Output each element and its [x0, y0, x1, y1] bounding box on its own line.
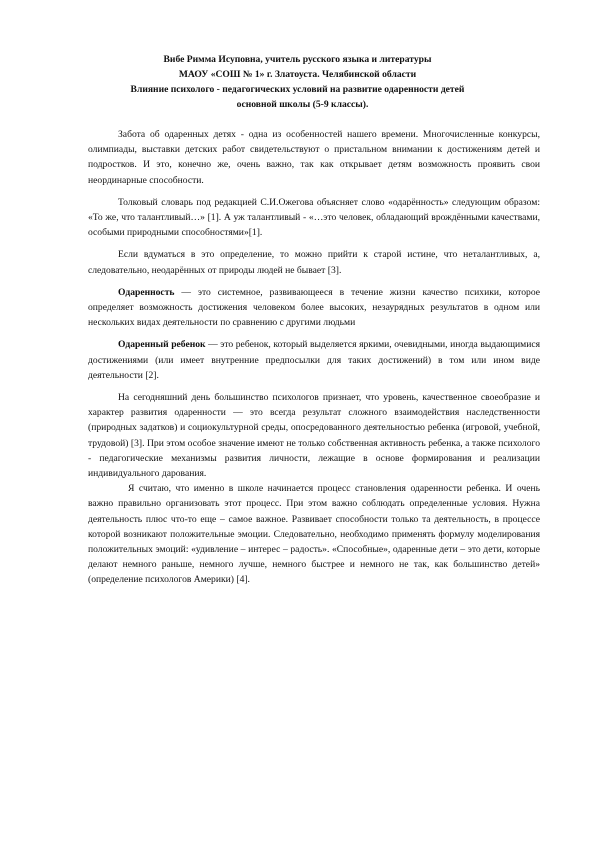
- paragraph-3: Если вдуматься в это определение, то можно прийти к старой истине, что неталантливых, а, следовательно, неодарённых от природы людей не бывает [3].: [88, 249, 540, 276]
- paragraph-6: На сегодняшний день большинство психологов признает, что уровень, качественное своеобразие и характер развития одаренности — это всегда результат сложного взаимодействия наследственности (природных задатков) и социокультурной среды, опосредованного деятельностью ребенка (игровой, учебной, трудовой) [3]. При этом особое значение имеют не только собственная активность ребенка, а также психолого - педагогические механизмы развития личности, лежащие в основе формирования и реализации индивидуального дарования.: [88, 392, 540, 480]
- paragraph-7: Я считаю, что именно в школе начинается процесс становления одаренности ребенка. И очень важно правильно организовать этот процесс. При этом важно соблюдать определенные условия. Нужна деятельность плюс что-то еще – самое важное. Развивает способности только та деятельность, в процессе которой возникают положительные эмоции. Следовательно, необходимо применять формулу моделирования положительных эмоций: «удивление – интерес – радость». «Способные», одаренные дети – это дети, которые делают немного раньше, немного лучше, немного быстрее и немного не так, как большинство детей» (определение психологов Америки) [4].: [88, 483, 540, 586]
- document-body: [88, 127, 540, 588]
- article-subtitle: основной школы (5-9 классы).: [236, 99, 369, 110]
- term-giftedness: Одаренность: [118, 286, 175, 298]
- definition-giftedness: — это системное, развивающееся в течение жизни качество психики, которое определяет возможность достижения человеком более высоких, незаурядных результатов в одном или нескольких видах деятельности по сравнению с другими людьми: [88, 286, 540, 329]
- article-title: Влияние психолого - педагогических условий на развитие одаренности детей: [130, 84, 465, 95]
- term-gifted-child: Одаренный ребенок: [118, 339, 206, 351]
- author-line: Вибе Римма Исуповна, учитель русского языка и литературы: [163, 54, 432, 65]
- definition-gifted-child: — это ребенок, который выделяется яркими, очевидными, иногда выдающимися достижениями (или имеет внутренние предпосылки для таких достижений) в том или ином виде деятельности [2].: [88, 339, 540, 381]
- school-line: МАОУ «СОШ № 1» г. Златоуста. Челябинской области: [178, 69, 417, 80]
- paragraph-4: [88, 285, 540, 331]
- document-header: [70, 52, 525, 112]
- paragraph-5: [88, 337, 540, 383]
- paragraph-2: Толковый словарь под редакцией С.И.Ожегова объясняет слово «одарённость» следующим образом: «То же, что талантливый…» [1]. А уж талантливый - «…это человек, обладающий врождёнными качествами, особыми природными способностями»[1].: [88, 196, 540, 239]
- paragraph-1: Забота об одаренных детях - одна из особенностей нашего времени. Многочисленные конкурсы, олимпиады, выставки детских работ свидетельствуют о пристальном внимании к достижениям детей и подростков. И это, конечно же, очень важно, так как открывает детям возможность проявить свои неординарные способности.: [88, 129, 540, 186]
